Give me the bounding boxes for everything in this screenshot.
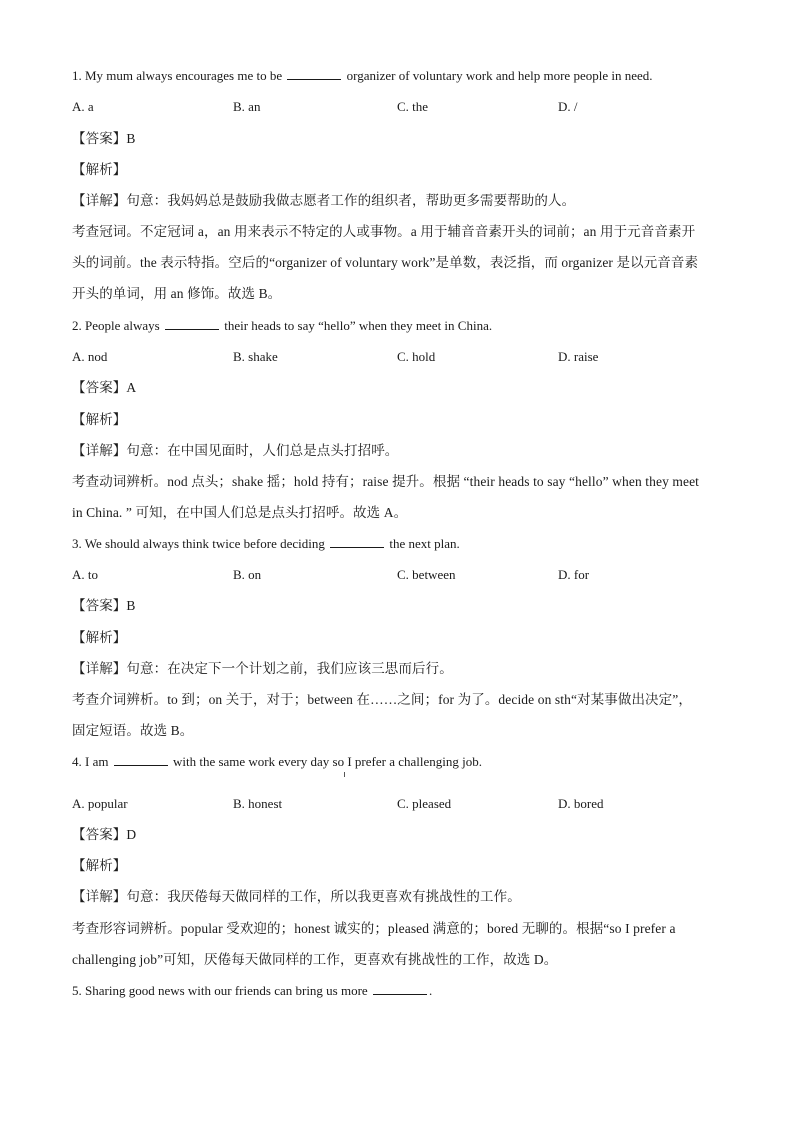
analysis-label: 【解析】 (72, 858, 127, 873)
stem-text: the next plan. (389, 536, 460, 551)
detail-line: 【详解】句意：我厌倦每天做同样的工作，所以我更喜欢有挑战性的工作。 (72, 889, 521, 904)
option-b: B. shake (233, 349, 278, 364)
option-d: D. for (558, 567, 590, 582)
stem-text: 4. I am (72, 754, 109, 769)
question-stem (72, 753, 482, 771)
stem-text: their heads to say “hello” when they meet in China. (224, 318, 493, 333)
explanation-line: 开头的单词，用 an 修饰。故选 B。 (72, 286, 282, 301)
option-a: A. popular (72, 796, 128, 811)
option-d: D. bored (558, 796, 604, 811)
stem-text: 5. Sharing good news with our friends can bring us more (72, 983, 368, 998)
option-a: A. nod (72, 349, 108, 364)
analysis-label: 【解析】 (72, 162, 127, 177)
answer-line: 【答案】B (72, 131, 136, 146)
explanation-line: 固定短语。故选 B。 (72, 723, 194, 738)
stem-text: 2. People always (72, 318, 160, 333)
explanation-line: in China. ” 可知，在中国人们总是点头打招呼。故选 A。 (72, 505, 408, 520)
answer-line: 【答案】B (72, 598, 136, 613)
answer-line: 【答案】D (72, 827, 137, 842)
question-stem (72, 317, 492, 335)
answer-blank (114, 753, 168, 766)
analysis-label: 【解析】 (72, 412, 127, 427)
explanation-line: 考查冠词。不定冠词 a，an 用来表示不特定的人或事物。a 用于辅音音素开头的词前；an 用于元音音素开 (72, 224, 696, 239)
answer-line: 【答案】A (72, 380, 137, 395)
option-a: A. to (72, 567, 98, 582)
explanation-line: challenging job”可知，厌倦每天做同样的工作，更喜欢有挑战性的工作，故选 D。 (72, 952, 558, 967)
option-b: B. on (233, 567, 262, 582)
stem-text: 1. My mum always encourages me to be (72, 68, 283, 83)
explanation-line: 考查动词辨析。nod 点头；shake 摇；hold 持有；raise 提升。根据 “their heads to say “hello” when they meet (72, 474, 700, 489)
explanation-line: 头的词前。the 表示特指。空后的“organizer of voluntary work”是单数，表泛指，而 organizer 是以元音音素 (72, 255, 699, 270)
stem-text: with the same work every day so I prefer a challenging job. (172, 754, 482, 769)
explanation-line: 考查形容词辨析。popular 受欢迎的；honest 诚实的；pleased 满意的；bored 无聊的。根据“so I prefer a (72, 921, 676, 936)
option-c: C. hold (397, 349, 436, 364)
option-d: D. / (558, 99, 578, 114)
detail-line: 【详解】句意：在决定下一个计划之前，我们应该三思而后行。 (72, 661, 453, 676)
stem-text: organizer of voluntary work and help more people in need. (346, 68, 653, 83)
option-d: D. raise (558, 349, 599, 364)
stem-text: 3. We should always think twice before deciding (72, 536, 325, 551)
detail-line: 【详解】句意：在中国见面时，人们总是点头打招呼。 (72, 443, 399, 458)
answer-blank (287, 67, 341, 80)
option-c: C. between (397, 567, 456, 582)
option-b: B. honest (233, 796, 283, 811)
detail-line: 【详解】句意：我妈妈总是鼓励我做志愿者工作的组织者，帮助更多需要帮助的人。 (72, 193, 576, 208)
question-stem (72, 67, 653, 85)
answer-blank (373, 982, 427, 995)
option-a: A. a (72, 99, 94, 114)
comma-mark (344, 772, 345, 777)
option-c: C. pleased (397, 796, 452, 811)
option-b: B. an (233, 99, 261, 114)
analysis-label: 【解析】 (72, 630, 127, 645)
question-stem (72, 982, 432, 1000)
answer-blank (165, 317, 219, 330)
option-c: C. the (397, 99, 429, 114)
answer-blank (330, 535, 384, 548)
explanation-line: 考查介词辨析。to 到；on 关于，对于；between 在……之间；for 为了。decide on sth“对某事做出决定”， (72, 692, 692, 707)
question-stem (72, 535, 460, 553)
stem-text: . (428, 983, 433, 998)
